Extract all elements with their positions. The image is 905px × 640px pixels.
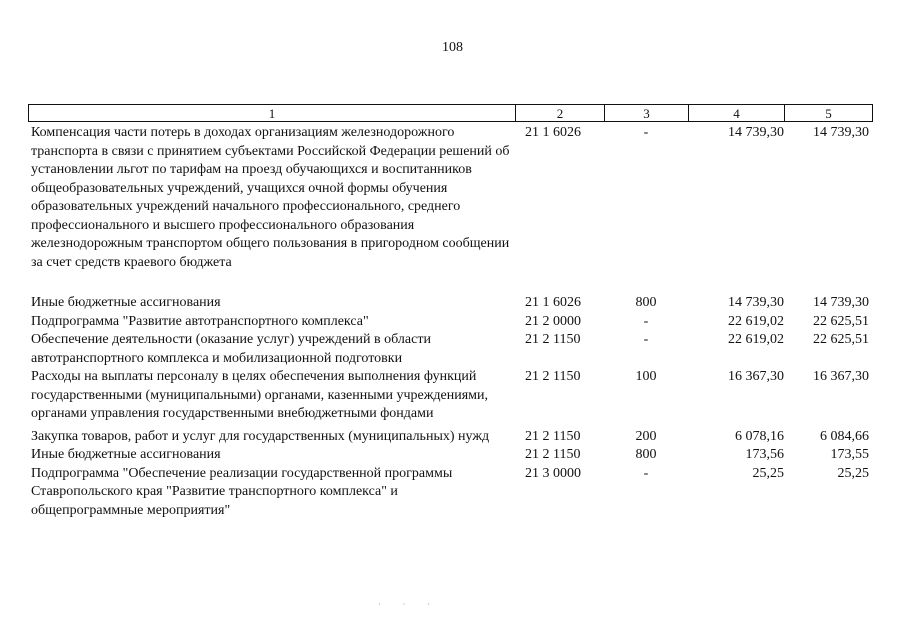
row-type: -	[643, 125, 649, 140]
row-value-1: 14 739,30	[728, 125, 784, 140]
row-type: -	[643, 332, 649, 347]
row-code: 21 1 6026	[525, 295, 581, 310]
row-value-1: 16 367,30	[728, 369, 784, 384]
row-name: Компенсация части потерь в доходах организациям железнодорожного транспорта в связи с принятием субъектами Российской Федерации решений об установлении льгот по тарифам на проезд обучающихся и воспитанников общеобразовательных учреждений, учащихся очной формы обучения образовательных учреждений начального профессионального, среднего профессионального и высшего профессионального образования железнодорожным транспортом общего пользования в пригородном сообщении за счет средств краевого бюджета	[31, 125, 510, 270]
row-type: -	[643, 465, 649, 481]
row-type: 200	[635, 428, 657, 444]
row-value-2: 14 739,30	[813, 295, 869, 310]
row-code: 21 2 1150	[525, 369, 581, 384]
page-number: 108	[442, 40, 463, 55]
row-type: -	[643, 313, 649, 329]
column-header-3: 3	[604, 104, 688, 122]
table-body	[28, 124, 873, 520]
table-row	[28, 331, 873, 368]
row-code: 21 1 6026	[525, 125, 581, 140]
row-name: Закупка товаров, работ и услуг для государственных (муниципальных) нужд	[31, 428, 490, 444]
row-type: 800	[635, 295, 657, 310]
table-header	[28, 104, 873, 122]
column-header-5: 5	[784, 104, 873, 122]
row-code: 21 2 0000	[525, 313, 581, 329]
table-row	[28, 368, 873, 424]
row-value-1: 14 739,30	[728, 295, 784, 310]
row-name: Подпрограмма "Развитие автотранспортного комплекса"	[31, 313, 369, 329]
row-name: Обеспечение деятельности (оказание услуг) учреждений в области автотранспортного комплекса и мобилизационной подготовки	[31, 332, 431, 366]
row-value-2: 6 084,66	[820, 428, 869, 444]
row-value-2: 16 367,30	[813, 369, 869, 384]
row-value-2: 22 625,51	[813, 332, 869, 347]
row-name: Расходы на выплаты персоналу в целях обеспечения выполнения функций государственными (муниципальными) органами, казенными учреждениями, органами управления государственными внебюджетными фондами	[31, 369, 488, 421]
row-value-2: 22 625,51	[813, 313, 869, 329]
row-value-1: 22 619,02	[728, 313, 784, 329]
table-row	[28, 465, 873, 521]
table-row	[28, 313, 873, 332]
row-type: 100	[635, 369, 657, 384]
row-name: Иные бюджетные ассигнования	[31, 295, 221, 310]
row-value-1: 25,25	[752, 465, 784, 481]
table-row	[28, 446, 873, 465]
row-value-2: 25,25	[837, 465, 869, 481]
table-row	[28, 294, 873, 313]
table-row	[28, 428, 873, 447]
column-header-4: 4	[688, 104, 784, 122]
row-code: 21 3 0000	[525, 465, 581, 481]
row-code: 21 2 1150	[525, 428, 581, 444]
row-code: 21 2 1150	[525, 332, 581, 347]
column-header-2: 2	[515, 104, 604, 122]
row-value-1: 173,56	[745, 447, 784, 462]
row-value-1: 6 078,16	[735, 428, 784, 444]
column-header-1: 1	[28, 104, 515, 122]
row-value-2: 14 739,30	[813, 125, 869, 140]
row-name: Иные бюджетные ассигнования	[31, 447, 221, 462]
table-row	[28, 124, 873, 272]
row-value-1: 22 619,02	[728, 332, 784, 347]
row-name: Подпрограмма "Обеспечение реализации государственной программы Ставропольского края "Развитие транспортного комплекса" и общепрограммные мероприятия"	[31, 465, 453, 518]
row-type: 800	[635, 447, 657, 462]
row-code: 21 2 1150	[525, 447, 581, 462]
scan-specks: · · ·	[378, 600, 440, 609]
row-value-2: 173,55	[830, 447, 869, 462]
